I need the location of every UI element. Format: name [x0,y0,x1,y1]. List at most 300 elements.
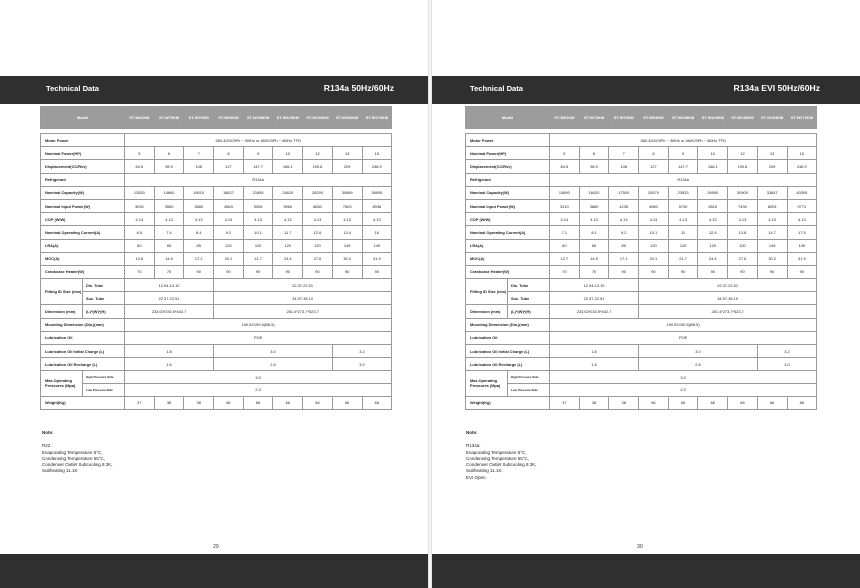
value-cell: 20579 [639,186,669,199]
input-power-row [41,199,392,212]
note-lines [42,443,113,474]
row-label: Max.Operating Pressures (Mpa) [41,371,83,396]
note-title: Note: [42,430,54,435]
displacement-row [466,160,817,173]
note-line: EVI Open. [466,474,487,480]
value-cell: 209 [757,160,787,173]
mounting-row [466,318,817,331]
refrigerant-heading: R134a 50Hz/60Hz [323,83,394,93]
value-cell: 7 [184,147,214,160]
value-cell: 9 [668,147,698,160]
row-label: Motor Power [466,134,550,147]
model-name: ST-W170KM [787,107,817,129]
page-title: Technical Data [470,84,524,93]
refrigerant-row [466,173,817,186]
value-cell: 18827 [214,186,244,199]
value-cell: 14.5 [579,252,609,265]
value-cell: 90 [214,265,244,278]
row-label: Lubrication Oil Recharge (L) [466,358,550,371]
value-cell: 21.7 [668,252,698,265]
value-cell: 70 [550,265,580,278]
value-cell: 38 [154,396,184,409]
row-label: Fitting ID Size (mm) [41,279,83,305]
value-cell: 60 [550,239,580,252]
row-label: Nominal Power(HP) [466,147,550,160]
value-cell: 5 [125,147,155,160]
fitting-dis-row [466,279,817,292]
value-cell: 31.9 [787,252,817,265]
input-power-row [466,199,817,212]
current-row [466,226,817,239]
value-cell: 4.14 [125,213,155,226]
header-bar [430,76,860,104]
value-cell: 90 [303,265,333,278]
motor-power-row [466,134,817,147]
sub-label: Dis. Tube [508,279,550,292]
value-cell: 14.7 [757,226,787,239]
model-name: ST-W72KM [579,107,609,129]
value-cell: 11 [668,226,698,239]
value-cell: 3310 [550,199,580,212]
value-cell: 10.1 [243,226,273,239]
capacity-row [41,186,392,199]
header-bar [0,76,430,104]
value-cell: 66 [332,396,362,409]
oil-recharge-row [466,358,817,371]
value-cell: 149 [332,239,362,252]
notes [42,430,113,475]
value-cell: 3.0 [550,371,817,384]
page-number: 30 [637,544,643,550]
value-cell: 90 [757,265,787,278]
page-right [430,0,860,588]
value-cell: 5306 [243,199,273,212]
note-line: R134a: [466,443,481,449]
value-cell: 65 [579,239,609,252]
value-cell: 90 [639,265,669,278]
value-cell: 9 [243,147,273,160]
weight-row [466,396,817,409]
value-cell: 60 [125,239,155,252]
note-line: Evaporating Temperature 5°C, [466,449,527,455]
value-cell: 27.6 [728,252,758,265]
value-cell: 31.9 [362,252,392,265]
fitting-suc-row [466,292,817,305]
value-cell: 30.2 [332,252,362,265]
sub-label: Low Pressure Side [508,383,550,396]
value-cell: 4.13 [243,213,273,226]
value-cell: 15 [787,147,817,160]
note-lines [466,443,537,481]
model-name: ST-W72KM [154,107,184,129]
lra-row [466,239,817,252]
value-cell: 1.8 [550,345,639,358]
row-label: Mounting Dimension (Dia.)(mm) [41,318,125,331]
value-cell: 13.8 [728,226,758,239]
value-cell: 21.7 [243,252,273,265]
value-cell: 4.13 [362,213,392,226]
value-cell: 12 [728,147,758,160]
row-label: Nominal Capacity(W) [466,186,550,199]
value-cell: 4563 [214,199,244,212]
value-cell: 120 [243,239,273,252]
row-label: Fitting ID Size (mm) [466,279,508,305]
value-cell: 120 [728,239,758,252]
model-name: ST-W61KM [125,107,155,129]
value-cell: 8204 [757,199,787,212]
row-label: COP (W/W) [466,213,550,226]
note-line: Condenser Outlet Subcooling 8.3K, [466,462,537,468]
row-label: Motor Power [41,134,125,147]
model-name: ST-W125KM [273,107,303,129]
value-cell: 12.6 [303,226,333,239]
value-cell: 4.13 [787,213,817,226]
sub-label: (L)*(W)*(H) [508,305,550,318]
row-label: Dimension (mm) [466,305,508,318]
value-cell: 22.37-22.51 [550,292,639,305]
value-cell: 12.7 [550,252,580,265]
value-cell: 120 [214,239,244,252]
value-cell: 7.4 [154,226,184,239]
value-cell: 66 [639,396,669,409]
value-cell: 190.5X190.5(Ø8.5) [550,318,817,331]
value-cell: 12.6 [125,252,155,265]
value-cell: 120 [273,239,303,252]
dimension-row [466,305,817,318]
value-cell: 2.0 [125,383,392,396]
value-cell: 13 [757,147,787,160]
value-cell: 12.94-13.10 [550,279,639,292]
value-cell: 127 [214,160,244,173]
value-cell: 22.37-22.51 [125,292,214,305]
row-label: Max.Operating Pressures (Mpa) [466,371,508,396]
footer-bar [430,554,860,588]
value-cell: 12 [303,147,333,160]
value-cell: R134a [125,173,392,186]
row-label: Nominal Operating Current(A) [466,226,550,239]
value-cell: 28290 [303,186,333,199]
book-gutter [428,0,432,588]
oil-initial-row [41,345,392,358]
row-label: Lubrication Oil Initial Charge (L) [466,345,550,358]
value-cell: 38 [609,396,639,409]
value-cell: 9.2 [214,226,244,239]
value-cell: 7.1 [550,226,580,239]
model-name: ST-W170KM [362,107,392,129]
value-cell: 13.4 [332,226,362,239]
power-hp-row [41,147,392,160]
row-label: MOC(A) [466,252,550,265]
value-cell: 4.13 [728,213,758,226]
value-cell: 3.2 [757,345,816,358]
note-title: Note: [466,430,478,435]
value-cell: 26900 [698,186,728,199]
value-cell: 8.4 [184,226,214,239]
value-cell: 6850 [303,199,333,212]
value-cell: 30989 [332,186,362,199]
cop-row [466,213,817,226]
value-cell: 90 [728,265,758,278]
note-line: Subheating 11.1K [42,468,78,474]
mounting-row [41,318,392,331]
value-cell: 38 [184,396,214,409]
value-cell: 4.14 [550,213,580,226]
row-label: Nominal Capacity(W) [41,186,125,199]
value-cell: 120 [668,239,698,252]
value-cell: 2.0 [550,383,817,396]
value-cell: 149 [757,239,787,252]
value-cell: 5792 [668,199,698,212]
value-cell: 3.0 [332,358,391,371]
page-number: 29 [213,544,219,550]
value-cell: 12.94-13.10 [125,279,214,292]
value-cell: 90 [609,265,639,278]
value-cell: 22.37-22.51 [214,279,392,292]
value-cell: 20.1 [214,252,244,265]
row-label: Nominal Input Power(W) [41,199,125,212]
value-cell: 2.8 [214,358,333,371]
value-cell: 70 [125,265,155,278]
value-cell: 98.9 [579,160,609,173]
value-cell: 90 [243,265,273,278]
value-cell: 9.2 [609,226,639,239]
oil-recharge-row [41,358,392,371]
row-label: LRA(A) [466,239,550,252]
value-cell: 1.6 [550,358,639,371]
row-label: LRA(A) [41,239,125,252]
value-cell: 27.6 [303,252,333,265]
value-cell: 13690 [550,186,580,199]
value-cell: 3030 [125,199,155,212]
value-cell: 233.63*230.5*442.7 [550,305,639,318]
note-line: Condenser Outlet Subcooling 8.3K, [42,462,113,468]
value-cell: 166.1 [273,160,303,173]
fitting-dis-row [41,279,392,292]
value-cell: 4.13 [273,213,303,226]
value-cell: 90 [668,265,698,278]
note-line: Evaporating Temperature 5°C, [42,449,103,455]
row-label: MOC(A) [41,252,125,265]
value-cell: 23933 [668,186,698,199]
value-cell: 66 [757,396,787,409]
value-cell: 3880 [184,199,214,212]
value-cell: 3880 [579,199,609,212]
value-cell: POE [125,331,392,344]
power-hp-row [466,147,817,160]
value-cell: 380-420V/3Ph ~ /50Hz or 460V/3Ph ~ /60Hz TFD [550,134,817,147]
value-cell: 20.1 [639,252,669,265]
value-cell: 17.5 [787,226,817,239]
value-cell: 5 [550,147,580,160]
row-label: COP (W/W) [41,213,125,226]
note-line: R22 : [42,443,53,449]
value-cell: 90 [787,265,817,278]
value-cell: 4.13 [639,213,669,226]
value-cell: 21895 [243,186,273,199]
value-cell: 34.97-35.10 [214,292,392,305]
value-cell: 120 [698,239,728,252]
value-cell: 190.8 [303,160,333,173]
row-label: Lubrication Oil Recharge (L) [41,358,125,371]
value-cell: 4.13 [184,213,214,226]
oil-initial-row [466,345,817,358]
value-cell: 248.9 [362,160,392,173]
model-name: ST-W79KM [184,107,214,129]
row-label: Crankcase Heater(W) [466,265,550,278]
heater-row [466,265,817,278]
footer-bar [0,554,430,588]
value-cell: 166.1 [698,160,728,173]
sub-label: (L)*(W)*(H) [83,305,125,318]
value-cell: 11.7 [273,226,303,239]
model-name: ST-W61KM [550,107,580,129]
value-cell: 17.1 [609,252,639,265]
value-cell: 37 [550,396,580,409]
spec-table [40,106,392,410]
moc-row [41,252,392,265]
value-cell: 380-420V/3Ph ~ /50Hz or 460V/3Ph ~ /60Hz TFD [125,134,392,147]
refrigerant-heading: R134a EVI 50Hz/60Hz [733,83,820,93]
value-cell: 5960 [273,199,303,212]
value-cell: 22.37-22.51 [639,279,817,292]
pressure-high-row [466,371,817,384]
row-label: Lubrication Oil [466,331,550,344]
pressure-high-row [41,371,392,384]
value-cell: 66 [303,396,333,409]
value-cell: 4.13 [757,213,787,226]
value-cell: 147.7 [668,160,698,173]
row-label: Dimension (mm) [41,305,83,318]
value-cell: 8.1 [579,226,609,239]
value-cell: 40309 [787,186,817,199]
value-cell: 37 [125,396,155,409]
value-cell: 3.0 [125,371,392,384]
value-cell: 127 [639,160,669,173]
sub-label: High Pressure Side [508,371,550,384]
notes [466,430,537,481]
value-cell: 84.5 [125,160,155,173]
heater-row [41,265,392,278]
motor-power-row [41,134,392,147]
cop-row [41,213,392,226]
row-label: Refrigerant [466,173,550,186]
value-cell: 16010 [184,186,214,199]
displacement-row [41,160,392,173]
value-cell: 66 [728,396,758,409]
model-name: ST-W138KM [728,107,758,129]
value-cell: 190.8 [728,160,758,173]
spec-table [465,106,817,410]
page-title: Technical Data [46,84,100,93]
value-cell: 90 [362,265,392,278]
value-cell: 85 [184,239,214,252]
dimension-row [41,305,392,318]
value-cell: 66 [243,396,273,409]
value-cell: 4980 [639,199,669,212]
value-cell: 4.13 [303,213,333,226]
model-name: ST-W108KM [668,107,698,129]
value-cell: 17500 [609,186,639,199]
moc-row [466,252,817,265]
model-label: Model [41,107,125,129]
value-cell: 14.5 [154,252,184,265]
value-cell: 15 [362,147,392,160]
current-row [41,226,392,239]
value-cell: 24620 [273,186,303,199]
model-name: ST-W79KM [609,107,639,129]
model-name: ST-W154KM [332,107,362,129]
row-label: Displacement(CC/Rev) [466,160,550,173]
value-cell: 108 [609,160,639,173]
value-cell: 12530 [125,186,155,199]
value-cell: 90 [332,265,362,278]
value-cell: 8 [639,147,669,160]
row-label: Lubrication Oil Initial Charge (L) [41,345,125,358]
value-cell: 4.13 [698,213,728,226]
sub-label: Dis. Tube [83,279,125,292]
value-cell: 3.0 [639,345,758,358]
value-cell: 17.2 [184,252,214,265]
note-line: Condensing Temperature 55°C, [466,455,530,461]
value-cell: 24.4 [698,252,728,265]
capacity-row [466,186,817,199]
value-cell: 84.5 [550,160,580,173]
value-cell: 4.13 [154,213,184,226]
oil-row [466,331,817,344]
value-cell: 2.8 [639,358,758,371]
row-label: Nominal Power(HP) [41,147,125,160]
value-cell: 10 [698,147,728,160]
model-header-row [466,107,817,129]
row-label: Lubrication Oil [41,331,125,344]
value-cell: 10 [273,147,303,160]
pressure-low-row [41,383,392,396]
value-cell: 3550 [154,199,184,212]
model-name: ST-W154KM [757,107,787,129]
model-name: ST-W94KM [639,107,669,129]
value-cell: 38 [579,396,609,409]
lra-row [41,239,392,252]
value-cell: POE [550,331,817,344]
model-name: ST-W108KM [243,107,273,129]
value-cell: 66 [668,396,698,409]
note-line: Condensing Temperature 55°C, [42,455,106,461]
value-cell: 4.13 [214,213,244,226]
value-cell: 90 [273,265,303,278]
value-cell: 14660 [154,186,184,199]
value-cell: 1.6 [125,358,214,371]
value-cell: R134a [550,173,817,186]
value-cell: 70 [579,265,609,278]
sub-label: Low Pressure Side [83,383,125,396]
value-cell: 65 [154,239,184,252]
value-cell: 36905 [362,186,392,199]
sub-label: High Pressure Side [83,371,125,384]
value-cell: 10.1 [639,226,669,239]
value-cell: 66 [698,396,728,409]
model-header-row [41,107,392,129]
fitting-suc-row [41,292,392,305]
row-label: Displacement(CC/Rev) [41,160,125,173]
value-cell: 16 [362,226,392,239]
weight-row [41,396,392,409]
row-label: Mounting Dimension (Dia.)(mm) [466,318,550,331]
sub-label: Suc. Tube [83,292,125,305]
value-cell: 233.63*230.5*442.7 [125,305,214,318]
value-cell: 90 [184,265,214,278]
note-line: Subheating 11.1K, [466,468,503,474]
value-cell: 120 [639,239,669,252]
